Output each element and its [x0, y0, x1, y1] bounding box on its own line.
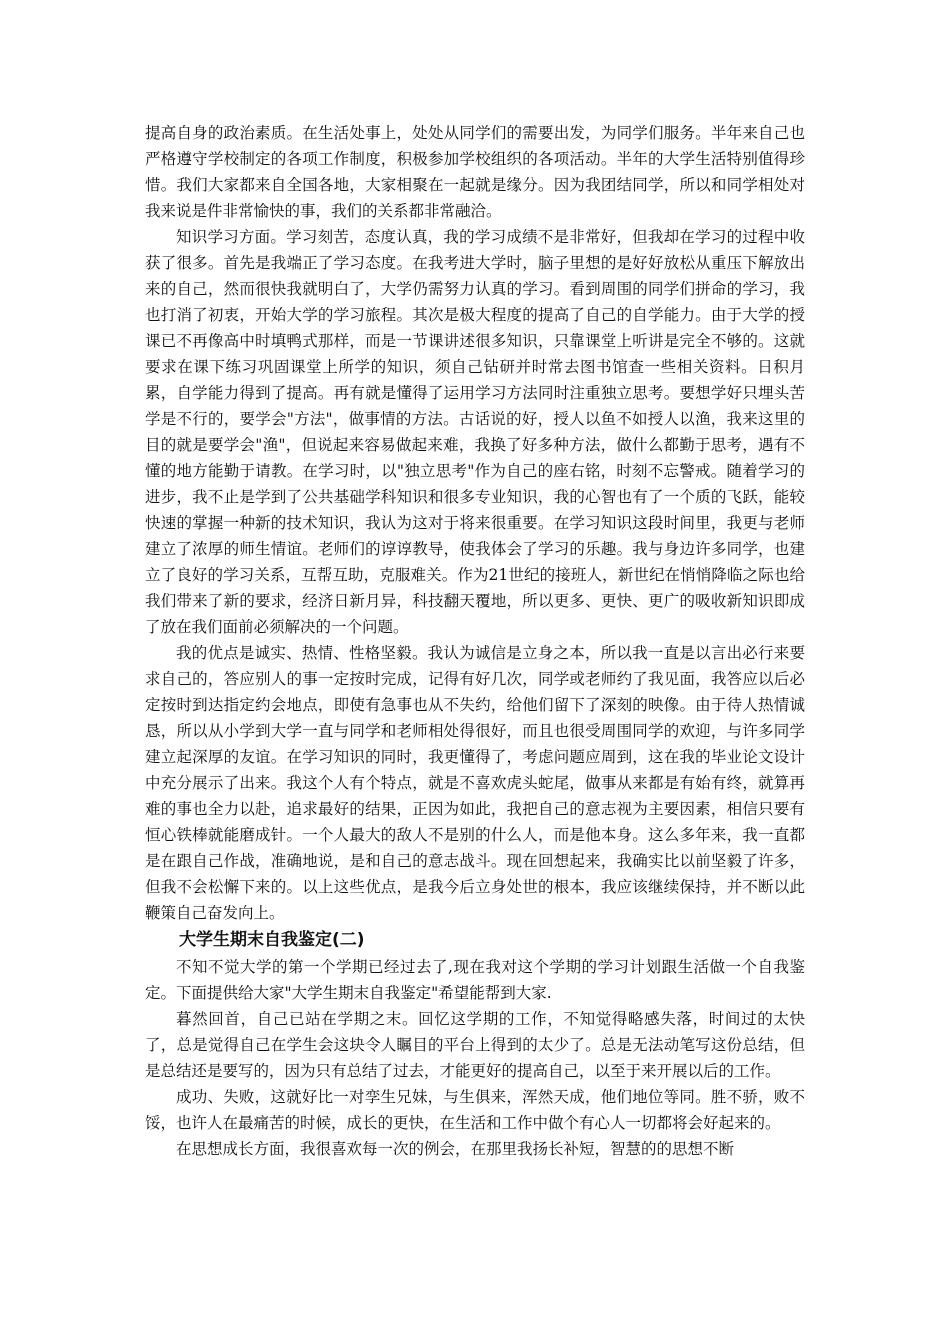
paragraph-thought-growth: 在思想成长方面，我很喜欢每一次的例会，在那里我扬长补短，智慧的的思想不断: [176, 1140, 735, 1158]
paragraph-strengths: 我的优点是诚实、热情、性格坚毅。我认为诚信是立身之本，所以我一直是以言出必行来要求自己的，答应别人的事一定按时完成，记得有好几次，同学或老师约了我见面，我答应以后必定按时到达指定约会地点，即使有急事也从不失约，给他们留下了深刻的映像。由于待人热情诚恳，所以从小学到大学一直与同学和老师相处得很好，而且也很受周围同学的欢迎，与许多同学建立起深厚的友谊。在学习知识的同时，我更懂得了，考虑问题应周到，这在我的毕业论文设计中充分展示了出来。我这个人有个特点，就是不喜欢虎头蛇尾，做事从来都是有始有终，就算再难的事也全力以赴，追求最好的结果，正因为如此，我把自己的意志视为主要因素，相信只要有恒心铁棒就能磨成针。一个人最大的敌人不是别的什么人，而是他本身。这么多年来，我一直都是在跟自己作战，准确地说，是和自己的意志战斗。现在回想起来，我确实比以前坚毅了许多，但我不会松懈下来的。以上这些优点，是我今后立身处世的根本，我应该继续保持，并不断以此鞭策自己奋发向上。: [145, 644, 805, 922]
paragraph-political: 提高自身的政治素质。在生活处事上，处处从同学们的需要出发，为同学们服务。半年来自己也严格遵守学校制定的各项工作制度，积极参加学校组织的各项活动。半年的大学生活特别值得珍惜。我们大家都来自全国各地，大家相聚在一起就是缘分。因为我团结同学，所以和同学相处对我来说是件非常愉快的事，我们的关系都非常融洽。: [145, 124, 805, 220]
paragraph-looking-back: 暮然回首，自己已站在学期之末。回忆这学期的工作，不知觉得略感失落，时间过的太快了，总是觉得自己在学生会这块令人瞩目的平台上得到的太少了。总是无法动笔写这份总结，但是总结还是要写的，因为只有总结了过去，才能更好的提高自己，以至于来开展以后的工作。: [145, 1010, 805, 1080]
section-title: 大学生期末自我鉴定(二): [179, 930, 365, 950]
paragraph-intro: 不知不觉大学的第一个学期已经过去了,现在我对这个学期的学习计划跟生活做一个自我鉴定。下面提供给大家"大学生期末自我鉴定"希望能帮到大家.: [145, 958, 805, 1002]
paragraph-study: 知识学习方面。学习刻苦，态度认真，我的学习成绩不是非常好，但我却在学习的过程中收获了很多。首先是我端正了学习态度。在我考进大学时，脑子里想的是好好放松从重压下解放出来的自己，然而很快我就明白了，大学仍需努力认真的学习。看到周围的同学们拼命的学习，我也打消了初衷，开始大学的学习旅程。其次是极大程度的提高了自己的自学能力。由于大学的授课已不再像高中时填鸭式那样，而是一节课讲述很多知识，只靠课堂上听讲是完全不够的。这就要求在课下练习巩固课堂上所学的知识，须自己钻研并时常去图书馆查一些相关资料。日积月累，自学能力得到了提高。再有就是懂得了运用学习方法同时注重独立思考。要想学好只埋头苦学是不行的，要学会"方法"，做事情的方法。古话说的好，授人以鱼不如授人以渔，我来这里的目的就是要学会"渔"，但说起来容易做起来难，我换了好多种方法，做什么都勤于思考，遇有不懂的地方能勤于请教。在学习时，以"独立思考"作为自己的座右铭，时刻不忘警戒。随着学习的进步，我不止是学到了公共基础学科知识和很多专业知识，我的心智也有了一个质的飞跃，能较快速的掌握一种新的技术知识，我认为这对于将来很重要。在学习知识这段时间里，我更与老师建立了浓厚的师生情谊。老师们的谆谆教导，使我体会了学习的乐趣。我与身边许多同学，也建立了良好的学习关系，互帮互助，克服难关。作为21世纪的接班人，新世纪在悄悄降临之际也给我们带来了新的要求，经济日新月异，科技翻天覆地，所以更多、更快、更广的吸收新知识即成了放在我们面前必须解决的一个问题。: [145, 228, 805, 636]
document-page: [145, 120, 805, 1162]
paragraph-success-failure: 成功、失败，这就好比一对孪生兄妹，与生俱来，浑然天成，他们地位等同。胜不骄，败不馁，也许人在最痛苦的时候，成长的更快，在生活和工作中做个有心人一切都将会好起来的。: [145, 1088, 805, 1132]
